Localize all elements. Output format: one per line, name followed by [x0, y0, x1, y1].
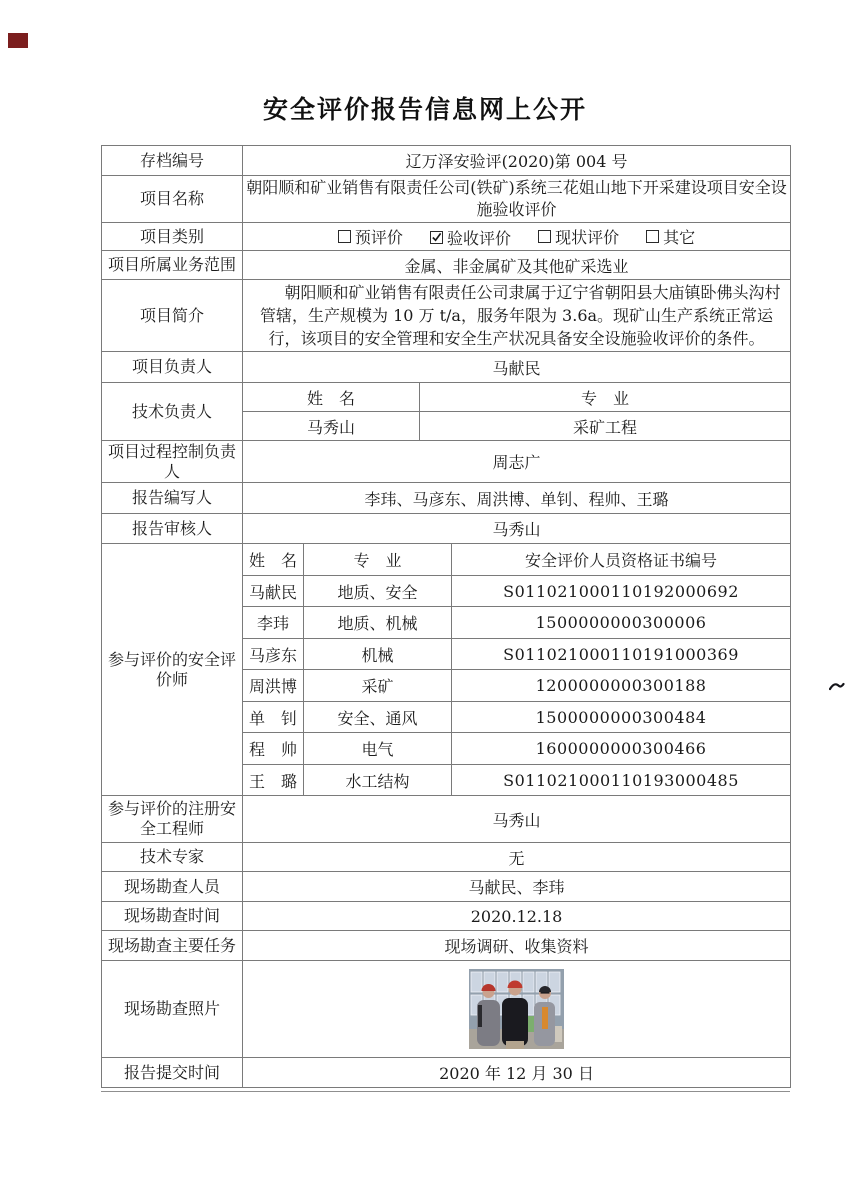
- survey-task-value: 现场调研、收集资料: [243, 931, 791, 961]
- category-option: [538, 225, 619, 248]
- row-project-intro: [102, 280, 791, 352]
- evaluator-name: 李玮: [243, 607, 304, 639]
- evaluator-name: 程 帅: [243, 733, 304, 765]
- category-option-label: 预评价: [354, 227, 403, 247]
- project-leader-value: 马献民: [243, 352, 791, 383]
- survey-staff-value: 马献民、李玮: [243, 872, 791, 902]
- evaluators-label: 参与评价的安全评价师: [102, 544, 243, 796]
- report-reviewer-label: 报告审核人: [102, 514, 243, 544]
- tech-leader-name-header: 姓 名: [243, 383, 420, 412]
- survey-staff-label: 现场勘查人员: [102, 872, 243, 902]
- category-options: [243, 223, 791, 251]
- business-scope-value: 金属、非金属矿及其他矿采选业: [243, 251, 791, 280]
- row-process-control: [102, 441, 791, 483]
- evaluator-name: 单 钊: [243, 702, 304, 733]
- business-scope-label: 项目所属业务范围: [102, 251, 243, 280]
- survey-date-label: 现场勘查时间: [102, 902, 243, 931]
- survey-date-value: 2020.12.18: [243, 902, 791, 931]
- evaluator-cert: S011021000110193000485: [452, 765, 791, 796]
- archive-value: 辽万泽安验评(2020)第 004 号: [243, 146, 791, 176]
- report-reviewer-value: 马秀山: [243, 514, 791, 544]
- check-icon: [431, 232, 442, 243]
- survey-task-label: 现场勘查主要任务: [102, 931, 243, 961]
- row-project-name: [102, 176, 791, 223]
- row-report-reviewer: [102, 514, 791, 544]
- evaluators-name-header: 姓 名: [243, 544, 304, 576]
- row-survey-photo: [102, 961, 791, 1058]
- category-option: [646, 225, 695, 248]
- evaluator-major: 采矿: [304, 670, 452, 702]
- category-option-label: 现状评价: [555, 227, 620, 247]
- row-submit-date: [102, 1058, 791, 1088]
- process-control-label: 项目过程控制负责人: [102, 441, 243, 483]
- tech-expert-value: 无: [243, 843, 791, 872]
- category-option: [430, 226, 511, 249]
- category-checkbox-1: [430, 231, 443, 244]
- scan-artifact-red-mark: [8, 33, 28, 48]
- project-intro-label: 项目简介: [102, 280, 243, 352]
- row-registered-engineer: [102, 796, 791, 843]
- evaluator-major: 水工结构: [304, 765, 452, 796]
- tech-leader-major: 采矿工程: [420, 412, 791, 441]
- row-evaluators-header: [102, 544, 791, 576]
- evaluator-cert: S011021000110191000369: [452, 639, 791, 670]
- row-tech-expert: [102, 843, 791, 872]
- evaluator-cert: 1600000000300466: [452, 733, 791, 765]
- evaluator-major: 地质、安全: [304, 576, 452, 607]
- survey-photo-label: 现场勘查照片: [102, 961, 243, 1058]
- evaluator-cert: 1500000000300484: [452, 702, 791, 733]
- project-name-label: 项目名称: [102, 176, 243, 223]
- site-survey-photo: [469, 969, 564, 1049]
- registered-engineer-value: 马秀山: [243, 796, 791, 843]
- evaluator-cert: 1200000000300188: [452, 670, 791, 702]
- evaluator-name: 周洪博: [243, 670, 304, 702]
- evaluators-major-header: 专 业: [304, 544, 452, 576]
- pen-tick-artifact: [829, 681, 845, 693]
- evaluator-name: 王 璐: [243, 765, 304, 796]
- project-leader-label: 项目负责人: [102, 352, 243, 383]
- submit-date-value: 2020 年 12 月 30 日: [243, 1058, 791, 1088]
- table-bottom-double-rule: [101, 1091, 790, 1092]
- registered-engineer-label: 参与评价的注册安全工程师: [102, 796, 243, 843]
- category-option-label: 验收评价: [446, 228, 511, 248]
- tech-leader-name: 马秀山: [243, 412, 420, 441]
- evaluator-cert: S011021000110192000692: [452, 576, 791, 607]
- page-title: 安全评价报告信息网上公开: [262, 95, 587, 124]
- row-report-writers: [102, 483, 791, 514]
- tech-leader-label: 技术负责人: [102, 383, 243, 441]
- report-writers-value: 李玮、马彦东、周洪博、单钊、程帅、王璐: [243, 483, 791, 514]
- submit-date-label: 报告提交时间: [102, 1058, 243, 1088]
- evaluators-cert-header: 安全评价人员资格证书编号: [452, 544, 791, 576]
- archive-label: 存档编号: [102, 146, 243, 176]
- row-survey-staff: [102, 872, 791, 902]
- survey-photo-cell: [243, 961, 791, 1058]
- row-category: [102, 223, 791, 251]
- evaluator-name: 马彦东: [243, 639, 304, 670]
- row-business-scope: [102, 251, 791, 280]
- project-intro-value: 朝阳顺和矿业销售有限责任公司隶属于辽宁省朝阳县大庙镇卧佛头沟村管辖，生产规模为 10 万 t/a，服务年限为 3.6a。现矿山生产系统正常运行，该项目的安全管理和安全生产状况具备安全设施验收评价的条件。: [243, 280, 791, 352]
- project-name-value: 朝阳顺和矿业销售有限责任公司(铁矿)系统三花姐山地下开采建设项目安全设施验收评价: [243, 176, 791, 223]
- tech-expert-label: 技术专家: [102, 843, 243, 872]
- category-label: 项目类别: [102, 223, 243, 251]
- category-option: [338, 225, 403, 248]
- evaluator-cert: 1500000000300006: [452, 607, 791, 639]
- process-control-value: 周志广: [243, 441, 791, 483]
- evaluator-major: 安全、通风: [304, 702, 452, 733]
- row-survey-task: [102, 931, 791, 961]
- evaluator-name: 马献民: [243, 576, 304, 607]
- evaluator-major: 地质、机械: [304, 607, 452, 639]
- report-writers-label: 报告编写人: [102, 483, 243, 514]
- tech-leader-major-header: 专 业: [420, 383, 791, 412]
- category-checkbox-3: [646, 230, 659, 243]
- evaluator-major: 机械: [304, 639, 452, 670]
- category-checkbox-0: [338, 230, 351, 243]
- row-archive: [102, 146, 791, 176]
- evaluator-major: 电气: [304, 733, 452, 765]
- row-survey-date: [102, 902, 791, 931]
- row-tech-leader-header: [102, 383, 791, 412]
- category-checkbox-2: [538, 230, 551, 243]
- category-option-label: 其它: [663, 227, 696, 247]
- info-table: [101, 145, 791, 1088]
- row-project-leader: [102, 352, 791, 383]
